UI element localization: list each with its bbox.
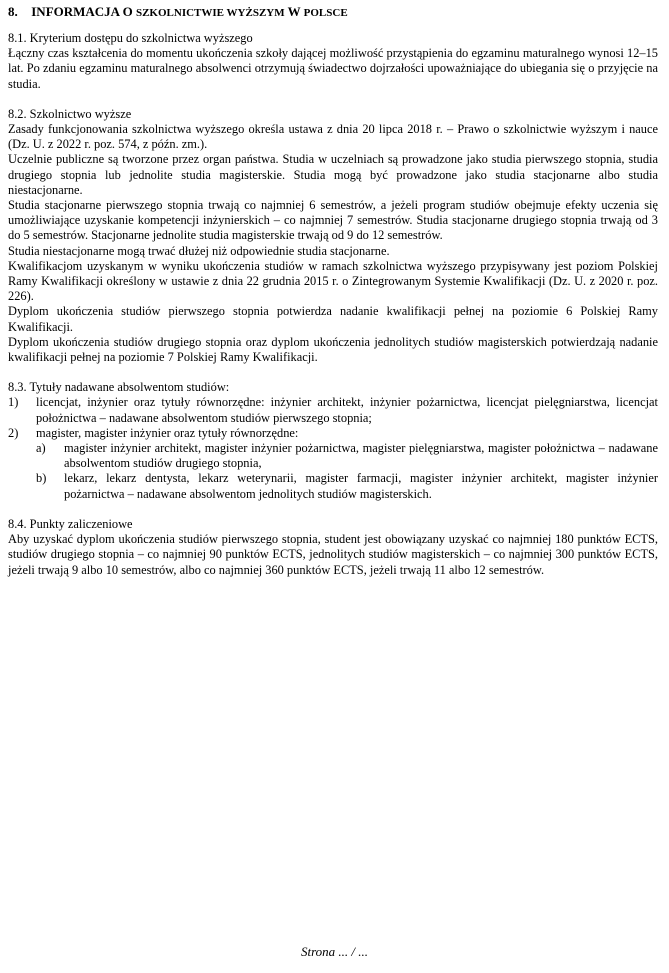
section-8-2-paragraph-1: Zasady funkcjonowania szkolnictwa wyższego określa ustawa z dnia 20 lipca 2018 r. – Prawo o szkolnictwie wyższym i nauce (Dz. U. z 2022 r. poz. 574, z późn. zm.). — [8, 122, 658, 152]
sub-list-item — [36, 441, 658, 471]
page-footer: Strona ... / ... — [300, 944, 369, 959]
section-8-3 — [8, 380, 658, 502]
sub-list-item-marker: a) — [36, 441, 46, 456]
sub-list-item-text: lekarz, lekarz dentysta, lekarz weterynarii, magister farmacji, magister inżynier architekt, magister inżynier pożarnictwa – nadawane absolwentom jednolitych studiów magisterskich. — [64, 471, 658, 501]
heading-title-part3: W — [287, 4, 301, 19]
section-8-2-title: 8.2. Szkolnictwo wyższe — [8, 106, 132, 121]
section-8-1-paragraph: Łączny czas kształcenia do momentu ukończenia szkoły dającej możliwość przystąpienia do egzaminu maturalnego wynosi 12–15 lat. Po zdaniu egzaminu maturalnego absolwenci otrzymują świadectwo dojrzałości upoważniające do ubiegania się o przyjęcie na studia. — [8, 46, 658, 91]
section-8-2-paragraph-4: Studia niestacjonarne mogą trwać dłużej niż odpowiednie studia stacjonarne. — [8, 243, 390, 258]
list-item-marker: 1) — [8, 395, 19, 410]
degree-titles-list — [8, 395, 658, 501]
section-8-4-paragraph: Aby uzyskać dyplom ukończenia studiów pierwszego stopnia, student jest obowiązany uzyskać co najmniej 180 punktów ECTS, studiów drugiego stopnia – co najmniej 90 punktów ECTS, jednolitych studiów magisterskich – co najmniej 300 punktów ECTS, jeżeli trwają 9 albo 10 semestrów, albo co najmniej 360 punktów ECTS, jeżeli trwają 11 albo 12 semestrów. — [8, 532, 658, 577]
heading-number: 8. — [8, 4, 18, 19]
list-item — [8, 426, 658, 502]
section-8-2-paragraph-5: Kwalifikacjom uzyskanym w wyniku ukończenia studiów w ramach szkolnictwa wyższego przypisywany jest poziom Polskiej Ramy Kwalifikacji określony w ustawie z dnia 22 grudnia 2015 r. o Zintegrowanym Systemie Kwalifikacji (Dz. U. z 2020 r. poz. 226). — [8, 258, 658, 304]
document-heading — [8, 4, 658, 21]
section-8-4 — [8, 517, 658, 578]
list-item-text: magister, magister inżynier oraz tytuły równorzędne: — [36, 425, 299, 440]
heading-title-part4: POLSCE — [303, 7, 348, 19]
sub-list — [36, 441, 658, 502]
list-item-marker: 2) — [8, 425, 19, 440]
sub-list-item-marker: b) — [36, 471, 47, 486]
section-8-2-paragraph-6: Dyplom ukończenia studiów pierwszego stopnia potwierdza nadanie kwalifikacji pełnej na poziomie 6 Polskiej Ramy Kwalifikacji. — [8, 304, 658, 334]
document-page — [8, 4, 658, 593]
section-8-1-title: 8.1. Kryterium dostępu do szkolnictwa wyższego — [8, 31, 253, 45]
list-item — [8, 395, 658, 425]
section-8-3-title: 8.3. Tytuły nadawane absolwentom studiów: — [8, 380, 230, 395]
section-8-2-paragraph-2: Uczelnie publiczne są tworzone przez organ państwa. Studia w uczelniach są prowadzone jako studia pierwszego stopnia, studia drugiego stopnia lub jednolite studia magisterskie. Studia mogą być prowadzone jako studia stacjonarne albo studia niestacjonarne. — [8, 152, 658, 197]
heading-title-part1: INFORMACJA O — [31, 4, 133, 19]
section-8-2-paragraph-3: Studia stacjonarne pierwszego stopnia trwają co najmniej 6 semestrów, a jeżeli program studiów obejmuje efekty uczenia się umożliwiające uzyskanie kompetencji inżynierskich – co najmniej 7 semestrów. Studia stacjonarne drugiego stopnia trwają od 3 do 5 semestrów. Stacjonarne jednolite studia magisterskie trwają od 9 do 12 semestrów. — [8, 198, 658, 243]
section-8-1 — [8, 31, 658, 92]
sub-list-item — [36, 471, 658, 501]
sub-list-item-text: magister inżynier architekt, magister inżynier pożarnictwa, magister pielęgniarstwa, magister położnictwa – nadawane absolwentom studiów drugiego stopnia, — [64, 441, 658, 471]
section-8-2-paragraph-7: Dyplom ukończenia studiów drugiego stopnia oraz dyplom ukończenia jednolitych studiów magisterskich potwierdzają nadanie kwalifikacji pełnej na poziomie 7 Polskiej Ramy Kwalifikacji. — [8, 334, 658, 365]
list-item-text: licencjat, inżynier oraz tytuły równorzędne: inżynier architekt, inżynier pożarnictwa, licencjat pielęgniarstwa, licencjat położnictwa – nadawane absolwentom studiów pierwszego stopnia; — [36, 395, 658, 425]
section-8-2 — [8, 107, 658, 365]
section-8-4-title: 8.4. Punkty zaliczeniowe — [8, 516, 133, 531]
heading-title-part2: SZKOLNICTWIE WYŻSZYM — [135, 7, 285, 19]
